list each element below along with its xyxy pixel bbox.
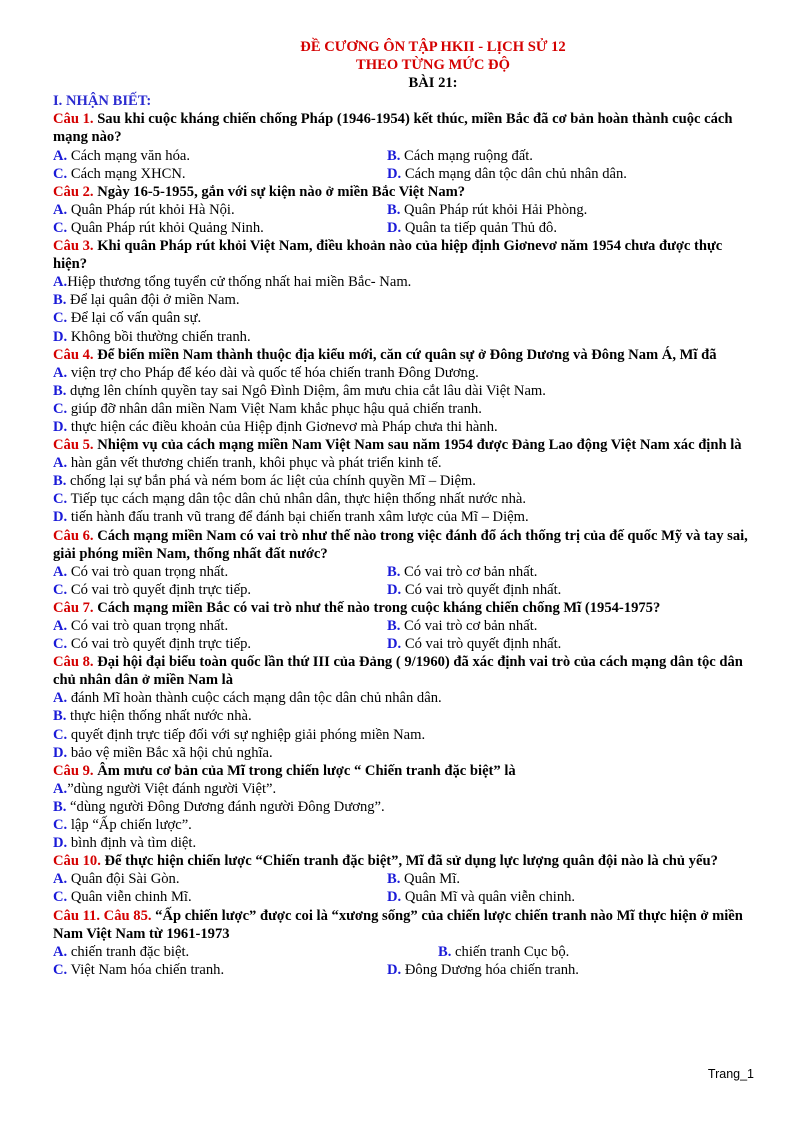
option-letter: D. bbox=[387, 165, 402, 182]
option-text: thực hiện thống nhất nước nhà. bbox=[66, 708, 252, 725]
question-text: Cách mạng miền Nam có vai trò như thế nào trong việc đánh đổ ách thống trị của đế quốc Mỹ và tay sai, giải phóng miền Nam, thống nhất đất nước? bbox=[53, 527, 748, 562]
option-letter: B. bbox=[387, 871, 401, 888]
question-stem bbox=[53, 907, 753, 943]
document-subtitle: THEO TỪNG MỨC ĐỘ bbox=[356, 57, 510, 74]
question-block bbox=[53, 653, 753, 762]
option-letter: D. bbox=[387, 961, 402, 978]
option-text: đánh Mĩ hoàn thành cuộc cách mạng dân tộc dân chủ nhân dân. bbox=[67, 690, 442, 707]
answer-option bbox=[53, 328, 753, 346]
answer-option bbox=[53, 201, 387, 219]
answer-option bbox=[53, 780, 753, 798]
option-text: Hiệp thương tổng tuyển cử thống nhất hai miền Bắc- Nam. bbox=[67, 274, 412, 291]
option-letter: A. bbox=[53, 455, 68, 472]
option-text: Quân viễn chinh Mĩ. bbox=[67, 889, 192, 906]
option-letter: C. bbox=[53, 961, 68, 978]
option-letter: B. bbox=[53, 798, 67, 815]
option-row bbox=[53, 581, 753, 599]
question-block bbox=[53, 436, 753, 526]
option-letter: B. bbox=[53, 473, 67, 490]
question-text: Cách mạng miền Bắc có vai trò như thế nào trong cuộc kháng chiến chống Mĩ (1954-1975? bbox=[93, 599, 661, 616]
option-text: Có vai trò quyết định nhất. bbox=[401, 636, 562, 653]
document-title: ĐỀ CƯƠNG ÔN TẬP HKII - LỊCH SỬ 12 bbox=[300, 39, 566, 55]
answer-option bbox=[387, 147, 753, 165]
option-letter: B. bbox=[53, 292, 67, 309]
answer-option bbox=[53, 943, 438, 961]
answer-option bbox=[387, 635, 753, 653]
option-letter: D. bbox=[53, 744, 68, 761]
option-letter: D. bbox=[53, 328, 68, 345]
question-number: Câu 9. bbox=[53, 762, 94, 779]
answer-option bbox=[387, 563, 753, 581]
question-block bbox=[53, 527, 753, 599]
answer-option bbox=[53, 400, 753, 418]
option-text: Quân ta tiếp quản Thủ đô. bbox=[401, 219, 557, 236]
page-number: Trang_1 bbox=[707, 1067, 754, 1081]
option-text: dựng lên chính quyền tay sai Ngô Đình Diệm, âm mưu chia cắt lâu dài Việt Nam. bbox=[66, 382, 546, 399]
answer-option bbox=[387, 870, 753, 888]
option-text: Có vai trò quyết định trực tiếp. bbox=[67, 581, 252, 598]
option-letter: B. bbox=[387, 618, 401, 634]
option-letter: C. bbox=[53, 889, 68, 906]
question-stem bbox=[53, 527, 753, 563]
question-stem bbox=[53, 436, 753, 454]
answer-option bbox=[53, 472, 753, 490]
answer-option bbox=[53, 834, 753, 852]
question-text: Để biến miền Nam thành thuộc địa kiểu mới, căn cứ quân sự ở Đông Dương và Đông Nam Á, Mĩ đã bbox=[93, 346, 717, 363]
option-text: viện trợ cho Pháp để kéo dài và quốc tế hóa chiến tranh Đông Dương. bbox=[67, 364, 479, 381]
option-text: Có vai trò quyết định nhất. bbox=[401, 581, 562, 598]
answer-option bbox=[53, 364, 753, 382]
question-block bbox=[53, 762, 753, 852]
option-letter: C. bbox=[53, 310, 68, 327]
answer-option bbox=[387, 201, 753, 219]
option-text: giúp đỡ nhân dân miền Nam Việt Nam khắc phục hậu quả chiến tranh. bbox=[67, 400, 482, 417]
option-text: bình định và tìm diệt. bbox=[67, 835, 197, 852]
option-row bbox=[53, 635, 753, 653]
option-letter: A. bbox=[53, 871, 68, 888]
option-row bbox=[53, 888, 753, 906]
option-text: Đông Dương hóa chiến tranh. bbox=[401, 961, 579, 978]
answer-option bbox=[53, 689, 753, 707]
lesson-heading: BÀI 21: bbox=[408, 75, 458, 92]
option-letter: D. bbox=[387, 889, 402, 906]
option-letter: C. bbox=[53, 817, 68, 834]
option-letter: B. bbox=[53, 708, 67, 725]
answer-option bbox=[53, 961, 387, 979]
question-stem bbox=[53, 110, 753, 146]
question-number: Câu 11. Câu 85. bbox=[53, 907, 152, 924]
option-row bbox=[53, 219, 753, 237]
question-block bbox=[53, 237, 753, 346]
option-letter: B. bbox=[53, 382, 67, 399]
question-text: Ngày 16-5-1955, gắn với sự kiện nào ở miền Bắc Việt Nam? bbox=[93, 183, 466, 200]
option-text: Để lại cố vấn quân sự. bbox=[67, 310, 202, 327]
option-row bbox=[53, 943, 753, 961]
question-number: Câu 6. bbox=[53, 527, 94, 544]
question-stem bbox=[53, 653, 753, 689]
question-block bbox=[53, 599, 753, 653]
answer-option bbox=[53, 816, 753, 834]
option-text: Quân Mĩ và quân viễn chinh. bbox=[401, 889, 576, 906]
option-text: thực hiện các điều khoản của Hiệp định Giơnevơ mà Pháp chưa thi hành. bbox=[67, 418, 498, 435]
question-block bbox=[53, 110, 753, 182]
option-letter: D. bbox=[387, 636, 402, 653]
option-letter: A. bbox=[53, 618, 68, 634]
answer-option bbox=[53, 617, 387, 635]
question-block bbox=[53, 183, 753, 237]
option-text: tiến hành đấu tranh vũ trang để đánh bại chiến tranh xâm lược của Mĩ – Diệm. bbox=[67, 509, 529, 526]
option-letter: D. bbox=[53, 418, 68, 435]
option-text: Quân Pháp rút khỏi Hà Nội. bbox=[67, 201, 235, 218]
option-text: ”dùng người Việt đánh người Việt”. bbox=[67, 780, 277, 797]
option-letter: D. bbox=[53, 835, 68, 852]
question-number: Câu 2. bbox=[53, 183, 94, 200]
question-list bbox=[53, 110, 753, 979]
question-text: Nhiệm vụ của cách mạng miền Nam Việt Nam sau năm 1954 được Đảng Lao động Việt Nam xác định là bbox=[93, 437, 742, 454]
option-letter: A. bbox=[53, 780, 68, 797]
option-text: Có vai trò quyết định trực tiếp. bbox=[67, 636, 252, 653]
answer-option bbox=[53, 888, 387, 906]
option-row bbox=[53, 870, 753, 888]
answer-option bbox=[53, 291, 753, 309]
option-text: Cách mạng XHCN. bbox=[67, 165, 186, 182]
option-text: Cách mạng ruộng đất. bbox=[400, 147, 533, 164]
question-text: “Ấp chiến lược” được coi là “xương sống” của chiến lược chiến tranh nào Mĩ thực hiện ở miền Nam Việt Nam từ 1961-1973 bbox=[53, 907, 743, 942]
question-stem bbox=[53, 599, 753, 617]
question-number: Câu 10. bbox=[53, 853, 101, 870]
answer-option bbox=[53, 563, 387, 581]
question-stem bbox=[53, 346, 753, 364]
question-stem bbox=[53, 762, 753, 780]
answer-option bbox=[53, 418, 753, 436]
option-row bbox=[53, 147, 753, 165]
answer-option bbox=[53, 581, 387, 599]
answer-option bbox=[53, 508, 753, 526]
option-text: Cách mạng văn hóa. bbox=[67, 147, 190, 164]
answer-option bbox=[53, 490, 753, 508]
question-number: Câu 1. bbox=[53, 111, 94, 128]
option-row bbox=[53, 961, 753, 979]
option-text: Quân đội Sài Gòn. bbox=[67, 871, 180, 888]
answer-option bbox=[53, 219, 387, 237]
option-letter: D. bbox=[53, 509, 68, 526]
option-text: chống lại sự bắn phá và ném bom ác liệt của chính quyền Mĩ – Diệm. bbox=[66, 473, 476, 490]
option-letter: A. bbox=[53, 690, 68, 707]
answer-option bbox=[53, 870, 387, 888]
question-number: Câu 7. bbox=[53, 599, 94, 616]
answer-option bbox=[438, 943, 753, 961]
option-row bbox=[53, 165, 753, 183]
option-text: chiến tranh đặc biệt. bbox=[67, 943, 190, 960]
question-block bbox=[53, 346, 753, 436]
question-text: Âm mưu cơ bản của Mĩ trong chiến lược “ Chiến tranh đặc biệt” là bbox=[93, 762, 516, 779]
answer-option bbox=[53, 707, 753, 725]
option-row bbox=[53, 201, 753, 219]
answer-option bbox=[53, 635, 387, 653]
answer-option bbox=[387, 617, 753, 635]
answer-option bbox=[53, 726, 753, 744]
question-text: Sau khi cuộc kháng chiến chống Pháp (1946-1954) kết thúc, miền Bắc đã cơ bản hoàn thành cuộc cách mạng nào? bbox=[53, 111, 733, 146]
question-number: Câu 8. bbox=[53, 654, 94, 671]
question-number: Câu 3. bbox=[53, 238, 94, 255]
option-text: Có vai trò quan trọng nhất. bbox=[67, 563, 229, 580]
option-letter: C. bbox=[53, 491, 68, 508]
option-letter: A. bbox=[53, 274, 68, 291]
question-text: Để thực hiện chiến lược “Chiến tranh đặc biệt”, Mĩ đã sử dụng lực lượng quân đội nào là chủ yếu? bbox=[100, 853, 718, 870]
answer-option bbox=[53, 309, 753, 327]
answer-option bbox=[387, 581, 753, 599]
option-letter: C. bbox=[53, 400, 68, 417]
question-block bbox=[53, 852, 753, 906]
answer-option bbox=[53, 273, 753, 291]
answer-option bbox=[387, 165, 753, 183]
answer-option bbox=[53, 147, 387, 165]
option-letter: C. bbox=[53, 581, 68, 598]
document-page bbox=[53, 38, 753, 979]
option-text: quyết định trực tiếp đối với sự nghiệp giải phóng miền Nam. bbox=[67, 726, 426, 743]
option-text: chiến tranh Cục bộ. bbox=[451, 943, 570, 960]
option-letter: D. bbox=[387, 219, 402, 236]
option-letter: D. bbox=[387, 581, 402, 598]
answer-option bbox=[387, 219, 753, 237]
option-text: Tiếp tục cách mạng dân tộc dân chủ nhân dân, thực hiện thống nhất nước nhà. bbox=[67, 491, 527, 508]
option-text: Quân Mĩ. bbox=[400, 871, 460, 888]
answer-option bbox=[387, 961, 753, 979]
option-text: Quân Pháp rút khỏi Quảng Ninh. bbox=[67, 219, 264, 236]
option-text: “dùng người Đông Dương đánh người Đông Dương”. bbox=[66, 798, 385, 815]
question-text: Đại hội đại biểu toàn quốc lần thứ III của Đảng ( 9/1960) đã xác định vai trò của cách mạng dân tộc dân chủ nhân dân ở miền Nam là bbox=[53, 654, 743, 689]
option-letter: A. bbox=[53, 147, 68, 164]
answer-option bbox=[53, 454, 753, 472]
question-number: Câu 4. bbox=[53, 346, 94, 363]
option-text: Để lại quân đội ở miền Nam. bbox=[66, 292, 240, 309]
option-row bbox=[53, 617, 753, 635]
question-block bbox=[53, 907, 753, 979]
option-text: Có vai trò quan trọng nhất. bbox=[67, 618, 229, 634]
option-letter: C. bbox=[53, 219, 68, 236]
option-text: hàn gắn vết thương chiến tranh, khôi phục và phát triển kinh tế. bbox=[67, 455, 442, 472]
option-text: bảo vệ miền Bắc xã hội chủ nghĩa. bbox=[67, 744, 273, 761]
option-text: Có vai trò cơ bản nhất. bbox=[400, 563, 538, 580]
option-text: Có vai trò cơ bản nhất. bbox=[400, 618, 538, 634]
option-letter: B. bbox=[438, 943, 452, 960]
question-text: Khi quân Pháp rút khỏi Việt Nam, điều khoản nào của hiệp định Giơnevơ năm 1954 chưa được thực hiện? bbox=[53, 238, 723, 273]
answer-option bbox=[53, 382, 753, 400]
option-text: Cách mạng dân tộc dân chủ nhân dân. bbox=[401, 165, 627, 182]
option-row bbox=[53, 563, 753, 581]
option-letter: C. bbox=[53, 726, 68, 743]
option-letter: B. bbox=[387, 201, 401, 218]
option-letter: C. bbox=[53, 165, 68, 182]
option-letter: A. bbox=[53, 364, 68, 381]
option-letter: B. bbox=[387, 147, 401, 164]
question-stem bbox=[53, 183, 753, 201]
answer-option bbox=[53, 798, 753, 816]
answer-option bbox=[53, 165, 387, 183]
answer-option bbox=[53, 744, 753, 762]
question-stem bbox=[53, 237, 753, 273]
option-letter: A. bbox=[53, 201, 68, 218]
option-text: lập “Ấp chiến lược”. bbox=[67, 817, 192, 834]
option-letter: C. bbox=[53, 636, 68, 653]
option-text: Không bồi thường chiến tranh. bbox=[67, 328, 251, 345]
answer-option bbox=[387, 888, 753, 906]
question-number: Câu 5. bbox=[53, 437, 94, 454]
option-text: Quân Pháp rút khỏi Hải Phòng. bbox=[400, 201, 588, 218]
option-letter: B. bbox=[387, 563, 401, 580]
option-text: Việt Nam hóa chiến tranh. bbox=[67, 961, 225, 978]
section-heading: I. NHẬN BIẾT: bbox=[53, 93, 152, 110]
question-stem bbox=[53, 852, 753, 870]
option-letter: A. bbox=[53, 943, 68, 960]
option-letter: A. bbox=[53, 563, 68, 580]
